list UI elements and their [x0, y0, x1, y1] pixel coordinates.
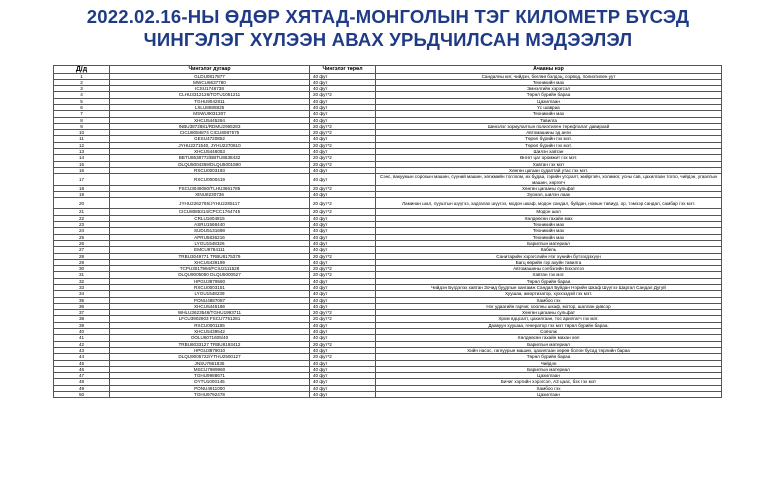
row-index: 43 — [54, 347, 110, 353]
container-number: RXCU0001185 — [110, 322, 310, 328]
container-number: DLQU9005722/YTHU2500127 — [110, 354, 310, 360]
row-index: 38 — [54, 316, 110, 322]
container-type: 20 фут*2 — [310, 209, 376, 215]
cargo-name: Чийдэн Бүгдэлэх хавтан Зочид буудлын хангамж Сандал Буйдан Нэрийн Шкаф Шүүгээ Шаргал Сандал Дугуй — [376, 285, 722, 291]
container-number: XHCU5439199 — [110, 259, 310, 265]
cargo-name: Төрөл бүрийн бараа — [376, 354, 722, 360]
container-type: 20 фут*2 — [310, 341, 376, 347]
row-index: 42 — [54, 341, 110, 347]
container-number: XINU8230736 — [110, 192, 310, 198]
container-number: XHCU5445186 — [110, 303, 310, 309]
row-index: 18 — [54, 185, 110, 191]
container-number: JYHU2271540, JYHU2270610 — [110, 142, 310, 148]
row-index: 22 — [54, 215, 110, 221]
table-body — [54, 73, 722, 398]
title-line-2: ЧИНГЭЛЭГ ХҮЛЭЭН АВАХ УРЬДЧИЛСАН МЭДЭЭЛЭЛ — [143, 29, 633, 50]
container-number: OOLU6071605/40 — [110, 335, 310, 341]
title-line-1: 2022.02.16-НЫ ӨДӨР ХЯТАД-МОНГОЛЫН ТЭГ КИЛОМЕТР БҮСЭД — [86, 6, 690, 27]
header-container-number: Чингэлэг дугаар — [110, 66, 310, 74]
container-type: 20 фут*2 — [310, 185, 376, 191]
container-number: XHCU5439542 — [110, 329, 310, 335]
row-index: 14 — [54, 155, 110, 161]
container-type: 40 фут — [310, 347, 376, 353]
row-index: 50 — [54, 392, 110, 398]
cargo-name: Модон шал — [376, 209, 722, 215]
container-number: WHLU3623546/TGHU1993711 — [110, 310, 310, 316]
container-type: 40 фут — [310, 117, 376, 123]
row-index: 2 — [54, 79, 110, 85]
container-number: TCPU3017994/FCIU2111528 — [110, 266, 310, 272]
container-type: 40 фут — [310, 228, 376, 234]
cargo-name: Хөнгөн цагааны сульфат — [376, 185, 722, 191]
container-type: 20 фут*2 — [310, 198, 376, 209]
container-number: TGHU9988671 — [110, 373, 310, 379]
cargo-name: Техникийн мах — [376, 234, 722, 240]
container-number: LXLU8685825 — [110, 104, 310, 110]
container-type: 20 фут*2 — [310, 266, 376, 272]
cargo-name: Ламинан шал, лууштын шүүгээ, хадгалах шүүгээ, модон шкаф, модон сандал, буйдан, номын тавиур, ор, тэмээр сандал, самбар гэх мэт. — [376, 198, 722, 209]
container-type: 40 фут — [310, 335, 376, 341]
container-type: 40 фут — [310, 167, 376, 173]
container-type: 20 фут*2 — [310, 354, 376, 360]
row-index: 40 — [54, 329, 110, 335]
cargo-name: Техникийн мах — [376, 222, 722, 228]
cargo-name: Барилгын материал — [376, 366, 722, 372]
cargo-name: Хийн насос, гагнуурын машин, цахилгаан хөрөө болон бусад төрлийн бараа — [376, 347, 722, 353]
container-number: LYGU1548326 — [110, 240, 310, 246]
row-index: 15 — [54, 161, 110, 167]
row-index: 5 — [54, 98, 110, 104]
container-type: 40 фут — [310, 303, 376, 309]
container-number: TRBU6033127 TRBU8193412 — [110, 341, 310, 347]
row-index: 11 — [54, 136, 110, 142]
container-type: 40 фут — [310, 234, 376, 240]
row-index: 36 — [54, 303, 110, 309]
cargo-name: Шилэн хавтан — [376, 149, 722, 155]
cargo-name: Чийдэн — [376, 360, 722, 366]
cargo-name: Кабель — [376, 247, 722, 253]
row-index: 30 — [54, 266, 110, 272]
row-index: 29 — [54, 259, 110, 265]
cargo-name: Даавуун хуушаа, генератор гэх мэт төрөл бүрийн бараа. — [376, 322, 722, 328]
cargo-name: Хавтан гэх мэт — [376, 161, 722, 167]
cargo-name: Төрөл бүрийн бараа — [376, 278, 722, 284]
cargo-name: Үс шавраа — [376, 104, 722, 110]
container-type: 40 фут — [310, 79, 376, 85]
container-type: 40 фут — [310, 297, 376, 303]
cargo-name: Хром ядцсалт, цахилгаан, тос арилгагч гэх мэт. — [376, 316, 722, 322]
container-table — [53, 65, 722, 398]
container-number: TGHU9792478 — [110, 392, 310, 398]
cargo-name: Сандалны кит, чийдэн, бөглөө бэлдэц, сорвод, полиэтилен уут — [376, 73, 722, 79]
row-index: 13 — [54, 149, 110, 155]
row-index: 8 — [54, 117, 110, 123]
cargo-name: Автомашины сэлбэгийн Бэхэлгээ — [376, 266, 722, 272]
cargo-name: Зүсмэл, шилэн лаак — [376, 192, 722, 198]
container-type: 40 фут — [310, 240, 376, 246]
container-number: RXCU0003193 — [110, 167, 310, 173]
cargo-name: Төрөл бүрийн бараа — [376, 92, 722, 98]
cargo-name: Санитарийн хэрэгслийн Нэг хүнийн бүтээгдэхүүн — [376, 253, 722, 259]
row-index: 46 — [54, 366, 110, 372]
container-type: 20 фут*2 — [310, 272, 376, 278]
cargo-name: Соёолж — [376, 329, 722, 335]
container-number: GLDU0817877 — [110, 73, 310, 79]
container-type: 40 фут — [310, 322, 376, 328]
container-number: SUDU5131698 — [110, 228, 310, 234]
container-type: 40 фут — [310, 329, 376, 335]
container-number: MSCU7989960 — [110, 366, 310, 372]
row-index: 41 — [54, 335, 110, 341]
row-index: 34 — [54, 291, 110, 297]
container-number: TRBU3049771 TRBU8175379 — [110, 253, 310, 259]
cargo-name: Нэг удаагийн гарчиг, хоолны шкаф, мотор, шаллан дивсэр — [376, 303, 722, 309]
container-type: 40 фут — [310, 192, 376, 198]
container-number: HPGU3879010 — [110, 347, 310, 353]
container-type: 20 фут*2 — [310, 253, 376, 259]
container-number: CICU8085314/CPCC1764745 — [110, 209, 310, 215]
row-index: 9 — [54, 123, 110, 129]
row-index: 48 — [54, 379, 110, 385]
container-type: 20 фут*2 — [310, 161, 376, 167]
container-type: 20 фут*2 — [310, 316, 376, 322]
container-type: 20 фут*2 — [310, 123, 376, 129]
row-index: 6 — [54, 104, 110, 110]
container-type: 40 фут — [310, 73, 376, 79]
row-index: 47 — [54, 373, 110, 379]
row-index: 20 — [54, 198, 110, 209]
container-number: DLQU5004369/DLQU5001590 — [110, 161, 310, 167]
container-number: CRLU1604815 — [110, 215, 310, 221]
container-type: 40 фут — [310, 136, 376, 142]
row-index: 16 — [54, 167, 110, 173]
container-type: 40 фут — [310, 392, 376, 398]
container-number: ICSU1746738 — [110, 86, 310, 92]
container-number: PONU4887087 — [110, 297, 310, 303]
container-number: LFCU3902903 FSCU7751281 — [110, 316, 310, 322]
cargo-name: Сэнс, вакуумын сорохын машин, сүүний машин, хөгжмийн тоглоом, их будаа, гэрийн угсралт, жийргэвч, холимог, усны сав, цахилгаан тогоо, чийдэн, угаалгын машин, хөргөгч — [376, 174, 722, 186]
container-number: BBTU8638772/BBTU8638432 — [110, 155, 310, 161]
container-number: ASRU1568440 — [110, 222, 310, 228]
cargo-name: Автомашины эд анги — [376, 130, 722, 136]
container-type: 40 фут — [310, 215, 376, 221]
table-row — [54, 174, 722, 186]
cargo-name: Тавилга — [376, 117, 722, 123]
container-type: 40 фут — [310, 379, 376, 385]
cargo-name: Хөнгөн цагаан судалтай утас гэх мэт. — [376, 167, 722, 173]
cargo-name: Хуушаа, амортизатор, хуххээдэй гэх мэт. — [376, 291, 722, 297]
container-type: 40 фут — [310, 360, 376, 366]
container-number: PONU4911000 — [110, 385, 310, 391]
header-index: Д/д — [54, 66, 110, 74]
cargo-name: Багц өөрийн гэр ахуйн тавилга — [376, 259, 722, 265]
row-index: 27 — [54, 247, 110, 253]
container-type: 40 фут — [310, 149, 376, 155]
cargo-name: Цахилгаан — [376, 392, 722, 398]
row-index: 33 — [54, 285, 110, 291]
table-row — [54, 392, 722, 398]
cargo-name: Цахилгаан — [376, 373, 722, 379]
cargo-name: Техникийн мах — [376, 111, 722, 117]
container-type: 40 фут — [310, 174, 376, 186]
container-table-wrapper — [53, 65, 721, 398]
cargo-name: Төрөл бүрийн гэх мэт. — [376, 142, 722, 148]
cargo-name: Техникийн мах — [376, 228, 722, 234]
row-index: 39 — [54, 322, 110, 328]
table-row — [54, 198, 722, 209]
container-type: 40 фут — [310, 259, 376, 265]
row-index: 10 — [54, 130, 110, 136]
container-number: CLHU3312126/TDTU1051211 — [110, 92, 310, 98]
row-index: 12 — [54, 142, 110, 148]
container-type: 40 фут — [310, 373, 376, 379]
container-type: 20 фут*2 — [310, 310, 376, 316]
row-index: 49 — [54, 385, 110, 391]
row-index: 35 — [54, 297, 110, 303]
container-number: EMCU9784111 — [110, 247, 310, 253]
cargo-name: Шинэлэг зориулалтын полиэтилен терефталат давирхай — [376, 123, 722, 129]
row-index: 45 — [54, 360, 110, 366]
cargo-name: Бичиг хэргийн хэрэгсэл, А3 цаас, бэх гэх мэт — [376, 379, 722, 385]
container-type: 40 фут — [310, 285, 376, 291]
cargo-name: Техникийн мах — [376, 79, 722, 85]
container-number: LYGU1548239 — [110, 291, 310, 297]
container-number: RXCU0000419 — [110, 174, 310, 186]
cargo-name: Хөлдөөсөн гахайн мах — [376, 215, 722, 221]
cargo-name: Барилгын материал — [376, 240, 722, 246]
cargo-name: Эмнэлгийн хэрэгсэл — [376, 86, 722, 92]
container-type: 40 фут — [310, 366, 376, 372]
container-number: INBU3872881/RDMU2965283 — [110, 123, 310, 129]
container-number: XHCU5446053 — [110, 149, 310, 155]
cargo-name: Өнгөт цаг оромжит гэх мэт. — [376, 155, 722, 161]
cargo-name: Хөлдөөсөн гахайн махан хөл — [376, 335, 722, 341]
row-index: 1 — [54, 73, 110, 79]
document-title — [0, 0, 776, 51]
row-index: 21 — [54, 209, 110, 215]
container-number: MSWU9031307 — [110, 111, 310, 117]
container-type: 40 фут — [310, 86, 376, 92]
row-index: 3 — [54, 86, 110, 92]
cargo-name: Барилгын материал — [376, 341, 722, 347]
container-number: APRU5836216 — [110, 234, 310, 240]
container-type: 40 фут — [310, 278, 376, 284]
cargo-name: Цахилгаан — [376, 98, 722, 104]
cargo-name: Төрөл бүрийн гэх мэт. — [376, 136, 722, 142]
container-type: 20 фут*2 — [310, 92, 376, 98]
container-number: XHCU5445284 — [110, 117, 310, 123]
container-number: HPGU3879560 — [110, 278, 310, 284]
table-header-row — [54, 66, 722, 74]
container-number: DYTU1000145 — [110, 379, 310, 385]
row-index: 31 — [54, 272, 110, 278]
cargo-name: Хамбоо гэх — [376, 297, 722, 303]
row-index: 32 — [54, 278, 110, 284]
container-number: TGHU9042811 — [110, 98, 310, 104]
container-type: 40 фут — [310, 247, 376, 253]
row-index: 7 — [54, 111, 110, 117]
container-type: 40 фут — [310, 385, 376, 391]
container-number: JYHU2262765/JYHU2285117 — [110, 198, 310, 209]
cargo-name: Хөнгөн цагааны сульфат — [376, 310, 722, 316]
container-number: CICU8084874 CICU8087575 — [110, 130, 310, 136]
container-number: RXCU0003151 — [110, 285, 310, 291]
container-type: 20 фут*2 — [310, 142, 376, 148]
container-type: 40 фут — [310, 111, 376, 117]
row-index: 19 — [54, 192, 110, 198]
container-number: JNSU7861835 — [110, 360, 310, 366]
container-number: FSCU3049050/TLHU3661785 — [110, 185, 310, 191]
container-type: 40 фут — [310, 104, 376, 110]
header-container-type: Чингэлэг төрөл — [310, 66, 376, 74]
header-cargo-name: Ачааны нэр — [376, 66, 722, 74]
cargo-name: Хавтан гэх мэт. — [376, 272, 722, 278]
container-type: 20 фут*2 — [310, 155, 376, 161]
row-index: 44 — [54, 354, 110, 360]
cargo-name: Хамбоо гэх — [376, 385, 722, 391]
container-number: MWCU6637780 — [110, 79, 310, 85]
row-index: 17 — [54, 174, 110, 186]
row-index: 23 — [54, 222, 110, 228]
row-index: 28 — [54, 253, 110, 259]
row-index: 4 — [54, 92, 110, 98]
container-type: 40 фут — [310, 98, 376, 104]
row-index: 24 — [54, 228, 110, 234]
container-number: DLQU9005050 DLQU5000527 — [110, 272, 310, 278]
container-type: 20 фут*2 — [310, 130, 376, 136]
row-index: 37 — [54, 310, 110, 316]
container-type: 40 фут — [310, 291, 376, 297]
container-type: 40 фут — [310, 222, 376, 228]
row-index: 26 — [54, 240, 110, 246]
row-index: 25 — [54, 234, 110, 240]
container-number: GESU4720852 — [110, 136, 310, 142]
